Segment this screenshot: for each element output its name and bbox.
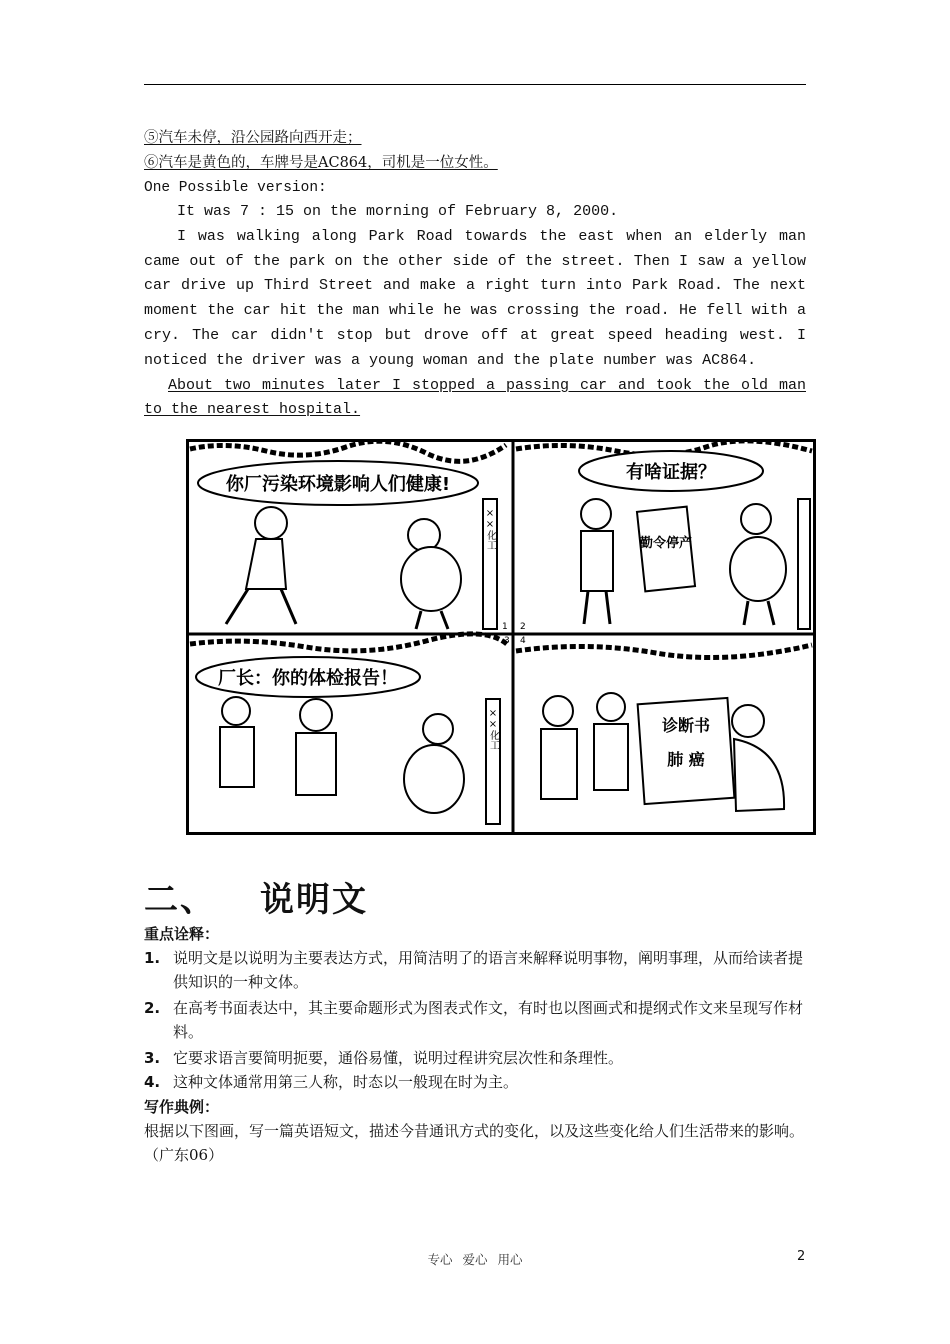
- director-head: [423, 714, 453, 744]
- header-rule: [144, 84, 806, 85]
- speech-text-2: 有啥证据？: [626, 462, 716, 483]
- list-item: [144, 996, 806, 1044]
- comic-strip: [186, 439, 816, 835]
- section-title: 说明文: [260, 880, 368, 920]
- list-item-number: 1.: [144, 949, 161, 967]
- doctor-body: [594, 724, 628, 790]
- worker-head: [300, 699, 332, 731]
- worker-body: [296, 733, 336, 795]
- factory-gate: [798, 499, 810, 629]
- worker-head: [543, 696, 573, 726]
- list-item: [144, 1070, 806, 1094]
- page-number: 2: [797, 1249, 806, 1264]
- doctor-head: [222, 697, 250, 725]
- factory-sign: ××化工: [487, 708, 499, 750]
- list-item-number: 3.: [144, 1049, 161, 1067]
- panel-number-2: 2: [520, 622, 526, 632]
- factory-sign: ××化工: [484, 508, 496, 550]
- doctor-head: [597, 693, 625, 721]
- list-item-text: 说明文是以说明为主要表达方式，用简洁明了的语言来解释说明事物，阐明事理，从而给读者提供知识的一种文体。: [173, 949, 804, 991]
- director-head: [408, 519, 440, 551]
- director-body: [730, 537, 786, 601]
- panel-number-4: 4: [520, 636, 526, 646]
- worker-body: [541, 729, 577, 799]
- section-number: 二、: [144, 880, 216, 920]
- reporter-body: [581, 531, 613, 591]
- example-prompt: 根据以下图画，写一篇英语短文，描述今昔通讯方式的变化，以及这些变化给人们生活带来的影响。（广东06）: [144, 1122, 805, 1164]
- reporter-head: [255, 507, 287, 539]
- speech-text-3: 厂长：你的体检报告！: [218, 668, 398, 689]
- doctor-body: [220, 727, 254, 787]
- speech-text-1: 你厂污染环境影响人们健康!: [225, 474, 451, 495]
- director-body: [401, 547, 461, 611]
- director-body: [404, 745, 464, 813]
- panel-number-3: 3: [504, 636, 510, 646]
- note-line-6: ⑥汽车是黄色的，车牌号是AC864，司机是一位女性。: [144, 155, 498, 171]
- note-line-5: ⑤汽车未停，沿公园路向西开走；: [144, 130, 362, 146]
- list-item: [144, 1046, 806, 1070]
- order-document-text: 勤令停产: [639, 536, 693, 551]
- list-item-text: 它要求语言要简明扼要，通俗易懂，说明过程讲究层次性和条理性。: [173, 1049, 624, 1067]
- list-item-text: 这种文体通常用第三人称，时态以一般现在时为主。: [173, 1073, 519, 1091]
- panel-number-1: 1: [502, 622, 508, 632]
- version-label: One Possible version:: [144, 180, 327, 196]
- model-essay: [144, 200, 806, 423]
- reporter-head: [581, 499, 611, 529]
- diagnosis-body: 肺 癌: [667, 750, 705, 769]
- section-heading: [144, 872, 368, 921]
- list-item-number: 4.: [144, 1073, 161, 1091]
- essay-paragraph-2: I was walking along Park Road towards the east when an elderly man came out of the park on the other side of the street. Then I saw a yellow car drive up Third Street and make a right turn into Park Road. The next moment the car hit the man while he was crossing the road. He fell with a cry. The car didn't stop but drove off at great speed heading west. I noticed the driver was a young woman and the plate number was AC864.: [144, 227, 806, 369]
- page-footer: 专心 爱心 用心: [427, 1252, 523, 1267]
- essay-paragraph-1: It was 7 : 15 on the morning of February 8, 2000.: [177, 203, 619, 220]
- essay-paragraph-3: About two minutes later I stopped a passing car and took the old man to the nearest hospital.: [144, 376, 806, 419]
- list-item: [144, 946, 806, 994]
- list-item-number: 2.: [144, 999, 161, 1017]
- example-label: 写作典例：: [144, 1098, 220, 1116]
- director-head: [732, 705, 764, 737]
- key-points-label: 重点诠释：: [144, 925, 220, 943]
- list-item-text: 在高考书面表达中，其主要命题形式为图表式作文，有时也以图画式和提纲式作文来呈现写作材料。: [173, 999, 804, 1041]
- director-head: [741, 504, 771, 534]
- diagnosis-title: 诊断书: [661, 716, 711, 735]
